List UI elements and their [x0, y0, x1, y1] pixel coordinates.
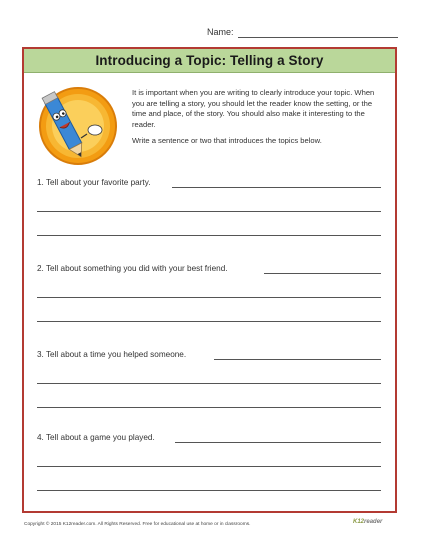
name-field[interactable]	[238, 37, 398, 38]
answer-line[interactable]	[214, 359, 381, 360]
answer-line[interactable]	[37, 490, 381, 491]
answer-line[interactable]	[37, 211, 381, 212]
question-3: 3. Tell about a time you helped someone.	[37, 350, 187, 359]
intro-paragraph: It is important when you are writing to clearly introduce your topic. When you are telling a story, you should let the reader know the setting, or the time and place, of the story. You should also make it interesting to the reader.	[132, 88, 375, 129]
question-1: 1. Tell about your favorite party.	[37, 178, 151, 187]
answer-line[interactable]	[37, 321, 381, 322]
intro-text	[132, 88, 382, 153]
answer-line[interactable]	[37, 407, 381, 408]
brand-logo-reader: reader	[364, 519, 383, 525]
instruction-paragraph: Write a sentence or two that introduces the topics below.	[132, 136, 322, 146]
brand-logo	[353, 519, 382, 525]
brand-logo-k12: K12	[353, 519, 365, 525]
answer-line[interactable]	[37, 235, 381, 236]
answer-line[interactable]	[37, 466, 381, 467]
title-bar	[24, 49, 395, 73]
question-2: 2. Tell about something you did with your best friend.	[37, 264, 228, 273]
answer-line[interactable]	[37, 383, 381, 384]
question-4: 4. Tell about a game you played.	[37, 433, 155, 442]
pencil-mascot-icon	[37, 86, 119, 166]
answer-line[interactable]	[264, 273, 381, 274]
answer-line[interactable]	[175, 442, 381, 443]
worksheet-title: Introducing a Topic: Telling a Story	[95, 53, 324, 68]
answer-line[interactable]	[172, 187, 381, 188]
answer-line[interactable]	[37, 297, 381, 298]
name-label: Name:	[207, 27, 234, 37]
copyright-text: Copyright © 2015 K12reader.com. All Rights Reserved. Free for educational use at home or in classrooms.	[24, 522, 251, 527]
